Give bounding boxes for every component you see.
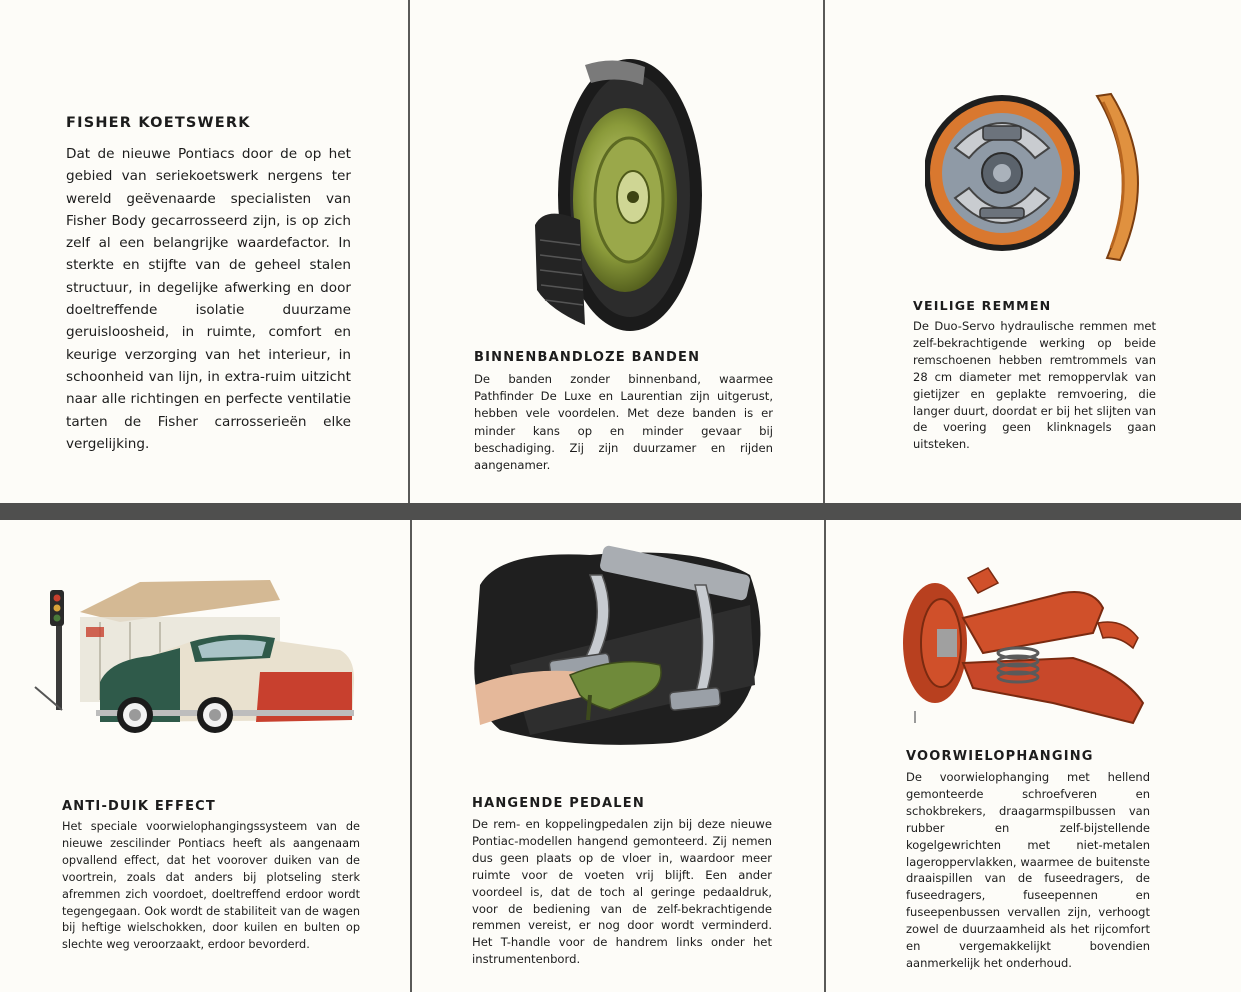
heading-pedalen: HANGENDE PEDALEN: [472, 796, 645, 811]
panel-remmen: [913, 298, 1156, 453]
heading-banden: BINNENBANDLOZE BANDEN: [474, 350, 701, 365]
panel-pedalen: [472, 796, 772, 968]
text-banden: De banden zonder binnenband, waarmee Pathfinder De Luxe en Laurentian zijn uitgerust, hebben vele voordelen. Met deze banden is er minder kans op en minder gevaar bij beschadiging. Zij zijn duurzamer en rijden aangenamer.: [474, 372, 773, 473]
text-pedalen: De rem- en koppelingpedalen zijn bij deze nieuwe Pontiac-modellen hangend gemonteerd. Zij nemen dus geen plaats op de vloer in, waardoor meer ruimte voor de voeten vrij blijft. Een ander voordeel is, dat de toch al geringe pedaaldruk, voor de bediening van de zelf-bekrachtigende remmen vereist, er nog door wordt verminderd. Het T-handle voor de handrem links onder het instrumentenbord.: [472, 817, 772, 967]
front-suspension-illustration: [893, 563, 1155, 728]
panel-ophanging: [906, 749, 1150, 972]
hanging-pedals-illustration: [470, 545, 768, 750]
heading-antiduik: ANTI-DUIK EFFECT: [62, 799, 216, 814]
column-divider-left-bottom: [410, 520, 412, 992]
text-ophanging: De voorwielophanging met hellend gemonteerde schroefveren en schokbrekers, draagarmspilbussen van rubber en zelf-bijstellende kogelgewrichten met niet-metalen lageroppervlakken, waarmee de buitenste draaispillen van de fuseedragers, de fuseedragers, fuseepennen en fuseepenbussen vervallen zijn, verhoogt zowel de duurzaamheid als het rijcomfort en vergemakkelijkt bovendien aanmerkelijk het onderhoud.: [906, 770, 1150, 970]
column-divider-left-top: [408, 0, 410, 503]
text-remmen: De Duo-Servo hydraulische remmen met zelf-bekrachtigende werking op beide remschoenen hebben remtrommels van 28 cm diameter met remoppervlak van gietijzer en geplakte remvoering, die langer duurt, doordat er bij het slijten van de voering geen klinknagels gaan uitsteken.: [913, 319, 1156, 452]
brake-drum-illustration: [925, 88, 1150, 263]
panel-fisher: [66, 115, 351, 455]
text-fisher: Dat de nieuwe Pontiacs door de op het gebied van seriekoetswerk nergens ter wereld geëvenaarde specialisten van Fisher Body gecarrosseerd zijn, is op zich zelf al een belangrijke waardefactor. In sterkte en stijfte van de geheel stalen structuur, in degelijke afwerking en door doeltreffende isolatie duurzame geruisloosheid, in ruimte, comfort en keurige verzorging van het interieur, in schoonheid van lijn, in extra-ruim uitzicht naar alle richtingen en perfecte ventilatie tarten de Fisher carrosserieën elke vergelijking.: [66, 146, 351, 452]
column-divider-right-top: [823, 0, 825, 503]
panel-antiduik: [62, 799, 360, 954]
panel-banden: [474, 350, 773, 474]
tubeless-tire-illustration: [525, 55, 705, 335]
heading-remmen: VEILIGE REMMEN: [913, 298, 1052, 313]
column-divider-right-bottom: [824, 520, 826, 992]
pontiac-car-illustration: [30, 572, 360, 737]
text-antiduik: Het speciale voorwielophangingssysteem van de nieuwe zescilinder Pontiacs heeft als aangenaam opvallend effect, dat het voorover duiken van de voortrein, zoals dat anders bij plotseling sterk afremmen zich voordoet, doeltreffend erdoor wordt tegengegaan. Ook wordt de stabiliteit van de wagen bij heftige wielschokken, door kuilen en bulten op slechte weg veroorzaakt, erdoor bevorderd.: [62, 820, 360, 952]
row-divider-band: [0, 503, 1241, 520]
heading-fisher: FISHER KOETSWERK: [66, 115, 251, 131]
heading-ophanging: VOORWIELOPHANGING: [906, 749, 1094, 764]
